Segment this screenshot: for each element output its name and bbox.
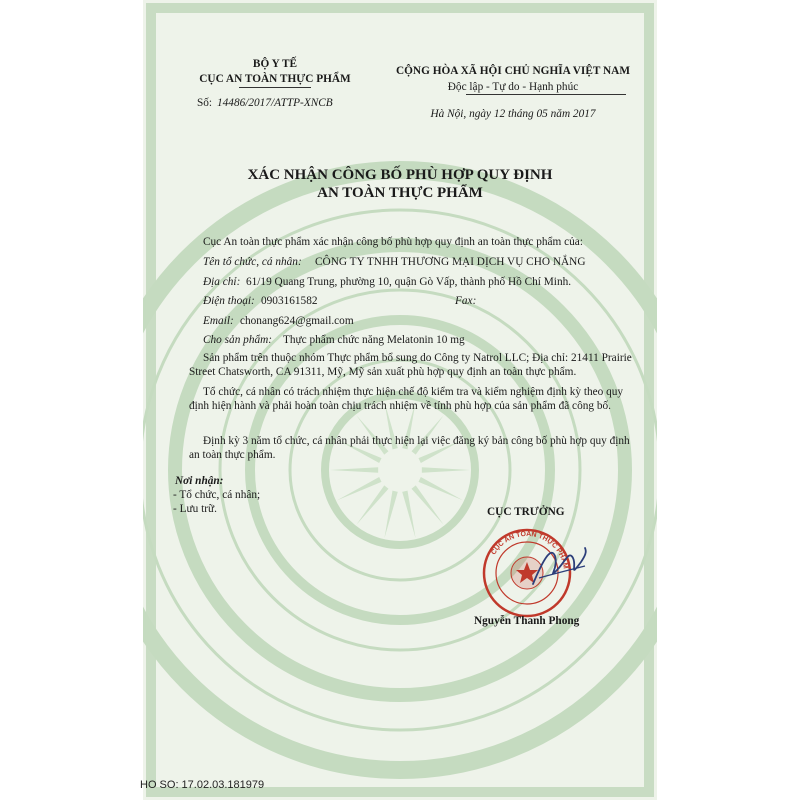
- signatory-name: Nguyễn Thanh Phong: [474, 615, 580, 627]
- address-value: 61/19 Quang Trung, phường 10, quận Gò Vấp, thành phố Hồ Chí Minh.: [246, 276, 572, 288]
- phone-value: 0903161582: [261, 295, 318, 307]
- recipient-item: - Lưu trữ.: [173, 503, 217, 515]
- org-label: Tên tổ chức, cá nhân:: [203, 256, 302, 268]
- record-id-label: HO SO: 17.02.03.181979: [140, 779, 265, 791]
- document-title-line2: AN TOÀN THỰC PHẨM: [317, 185, 483, 201]
- motto-underline: [466, 94, 626, 95]
- intro-text: Cục An toàn thực phẩm xác nhận công bố phù hợp quy định an toàn thực phẩm của:: [203, 236, 583, 248]
- product-label: Cho sản phẩm:: [203, 334, 273, 346]
- email-label: Email:: [203, 315, 234, 327]
- recipient-item: - Tổ chức, cá nhân;: [173, 489, 261, 501]
- email-value: chonang624@gmail.com: [240, 315, 354, 327]
- paragraph-manufacturer: Sản phẩm trên thuộc nhóm Thực phẩm bổ sung do Công ty Natrol LLC; Địa chỉ: 21411 Prairie Street Chatsworth, CA 91311, Mỹ, Mỹ sản xuất phù hợp quy định an toàn thực phẩm.: [189, 352, 632, 378]
- recipients-label: Nơi nhận:: [175, 475, 224, 487]
- address-label: Địa chỉ:: [203, 276, 241, 288]
- document-title-line1: XÁC NHẬN CÔNG BỐ PHÙ HỢP QUY ĐỊNH: [247, 167, 553, 183]
- phone-label: Điện thoại:: [203, 295, 255, 307]
- place-and-date: Hà Nội, ngày 12 tháng 05 năm 2017: [430, 108, 596, 120]
- product-value: Thực phẩm chức năng Melatonin 10 mg: [283, 334, 465, 346]
- paragraph-responsibility: Tổ chức, cá nhân có trách nhiệm thực hiện chế độ kiểm tra và kiểm nghiệm định kỳ theo quy định hiện hành và phải hoàn toàn chịu trách nhiệm về tính phù hợp của sản phẩm đã công bố.: [189, 386, 624, 412]
- nation-motto: Độc lập - Tự do - Hạnh phúc: [447, 81, 579, 93]
- ministry-name: BỘ Y TẾ: [252, 58, 298, 70]
- department-name: CỤC AN TOÀN THỰC PHẨM: [199, 73, 351, 85]
- paragraph-renewal: Định kỳ 3 năm tổ chức, cá nhân phải thực hiện lại việc đăng ký bản công bố phù hợp quy định an toàn thực phẩm.: [189, 435, 630, 461]
- svg-text:CỤC AN TOÀN THỰC PHẨM: CỤC AN TOÀN THỰC PHẨM: [490, 530, 569, 570]
- header-left-underline: [239, 87, 311, 88]
- doc-number: 14486/2017/ATTP-XNCB: [217, 97, 333, 109]
- doc-number-label: Số:: [197, 97, 213, 109]
- certificate-document: [143, 0, 657, 800]
- handwritten-signature: [529, 540, 589, 592]
- signatory-title: CỤC TRƯỞNG: [487, 506, 565, 518]
- nation-name: CỘNG HÒA XÃ HỘI CHỦ NGHĨA VIỆT NAM: [395, 65, 631, 77]
- fax-label: Fax:: [455, 295, 477, 307]
- org-value: CÔNG TY TNHH THƯƠNG MẠI DỊCH VỤ CHO NẮNG: [315, 256, 586, 268]
